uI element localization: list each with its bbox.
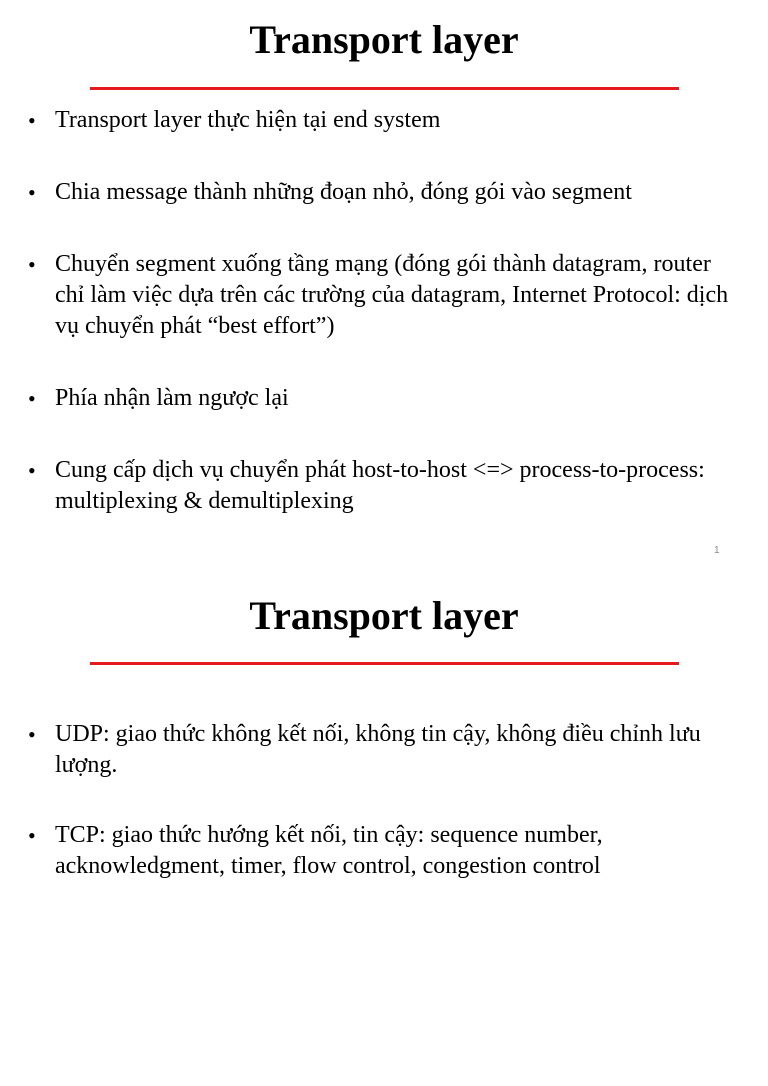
bullet-item: [0, 383, 768, 414]
bullet-icon: •: [28, 458, 36, 483]
bullet-text: Transport layer thực hiện tại end system: [55, 107, 441, 133]
bullet-icon: •: [28, 252, 36, 277]
bullet-icon: •: [28, 386, 36, 411]
slide-2: [0, 574, 768, 1086]
title-underline: [90, 87, 679, 90]
bullet-text: TCP: giao thức hướng kết nối, tin cậy: sequence number, acknowledgment, timer, flow control, congestion control: [55, 822, 603, 879]
title-underline: [90, 662, 679, 665]
bullet-item: [0, 820, 768, 882]
bullet-icon: •: [28, 180, 36, 205]
bullet-text: UDP: giao thức không kết nối, không tin cậy, không điều chỉnh lưu lượng.: [55, 721, 701, 778]
bullet-list: [0, 105, 768, 558]
bullet-list: [0, 719, 768, 921]
bullet-text: Cung cấp dịch vụ chuyển phát host-to-host <=> process-to-process: multiplexing & demultiplexing: [55, 457, 705, 514]
bullet-icon: •: [28, 722, 36, 747]
bullet-item: [0, 177, 768, 208]
bullet-text: Phía nhận làm ngược lại: [55, 385, 289, 411]
slide-title: Transport layer: [249, 593, 519, 638]
bullet-text: Chia message thành những đoạn nhỏ, đóng gói vào segment: [55, 179, 632, 205]
bullet-item: [0, 105, 768, 136]
bullet-item: [0, 719, 768, 781]
bullet-text: Chuyển segment xuống tầng mạng (đóng gói thành datagram, router chỉ làm việc dựa trên các trường của datagram, Internet Protocol: dịch vụ chuyển phát “best effort”): [55, 251, 729, 339]
bullet-item: [0, 249, 768, 342]
bullet-item: [0, 455, 768, 517]
slide-title: Transport layer: [249, 17, 519, 62]
slide-1: [0, 0, 768, 512]
page-number: 1: [714, 545, 720, 556]
bullet-icon: •: [28, 823, 36, 848]
bullet-icon: •: [28, 108, 36, 133]
